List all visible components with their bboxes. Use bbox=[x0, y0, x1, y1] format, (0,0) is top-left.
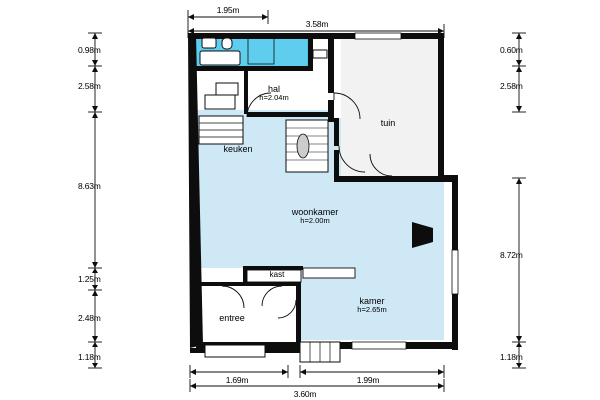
dim-top-1: 1.95m bbox=[216, 5, 240, 15]
dim-top-2: 3.58m bbox=[305, 19, 329, 29]
room-label-keuken bbox=[223, 144, 252, 154]
room-name-hal: hal bbox=[267, 84, 280, 94]
room-name-entree: entree bbox=[219, 313, 245, 323]
room-height-woonkamer: h=2.00m bbox=[300, 216, 330, 226]
room-name-keuken: keuken bbox=[223, 144, 253, 154]
room-name-tuin: tuin bbox=[380, 118, 396, 128]
dim-left-4: 1.25m bbox=[78, 274, 101, 284]
room-name-kast: kast bbox=[269, 270, 285, 279]
dim-left-6: 1.18m bbox=[78, 352, 101, 362]
dim-bottom-2: 1.99m bbox=[356, 375, 380, 385]
room-height-kamer: h=2.65m bbox=[357, 305, 387, 315]
dim-bottom-1: 1.69m bbox=[225, 375, 249, 385]
room-height-hal: h=2.04m bbox=[259, 93, 289, 103]
room-label-tuin bbox=[381, 118, 396, 128]
stair-fixture bbox=[286, 120, 328, 172]
dim-left-1: 0.98m bbox=[78, 45, 101, 55]
dim-bottom-3: 3.60m bbox=[293, 389, 317, 399]
room-name-woonkamer: woonkamer bbox=[291, 207, 339, 217]
room-label-kamer bbox=[357, 296, 386, 315]
room-label-entree bbox=[219, 313, 245, 323]
dim-right-4: 1.18m bbox=[500, 352, 523, 362]
dim-left-5: 2.48m bbox=[78, 313, 101, 323]
dim-left-2: 2.58m bbox=[78, 81, 101, 91]
dim-right-1: 0.60m bbox=[500, 45, 523, 55]
dim-left-3: 8.63m bbox=[78, 181, 101, 191]
dim-right-2: 2.58m bbox=[500, 81, 523, 91]
dim-right-3: 8.72m bbox=[500, 250, 523, 260]
room-name-kamer: kamer bbox=[359, 296, 385, 306]
room-label-kast bbox=[270, 270, 285, 279]
room-label-woonkamer bbox=[292, 207, 339, 226]
room-label-hal bbox=[259, 84, 288, 103]
